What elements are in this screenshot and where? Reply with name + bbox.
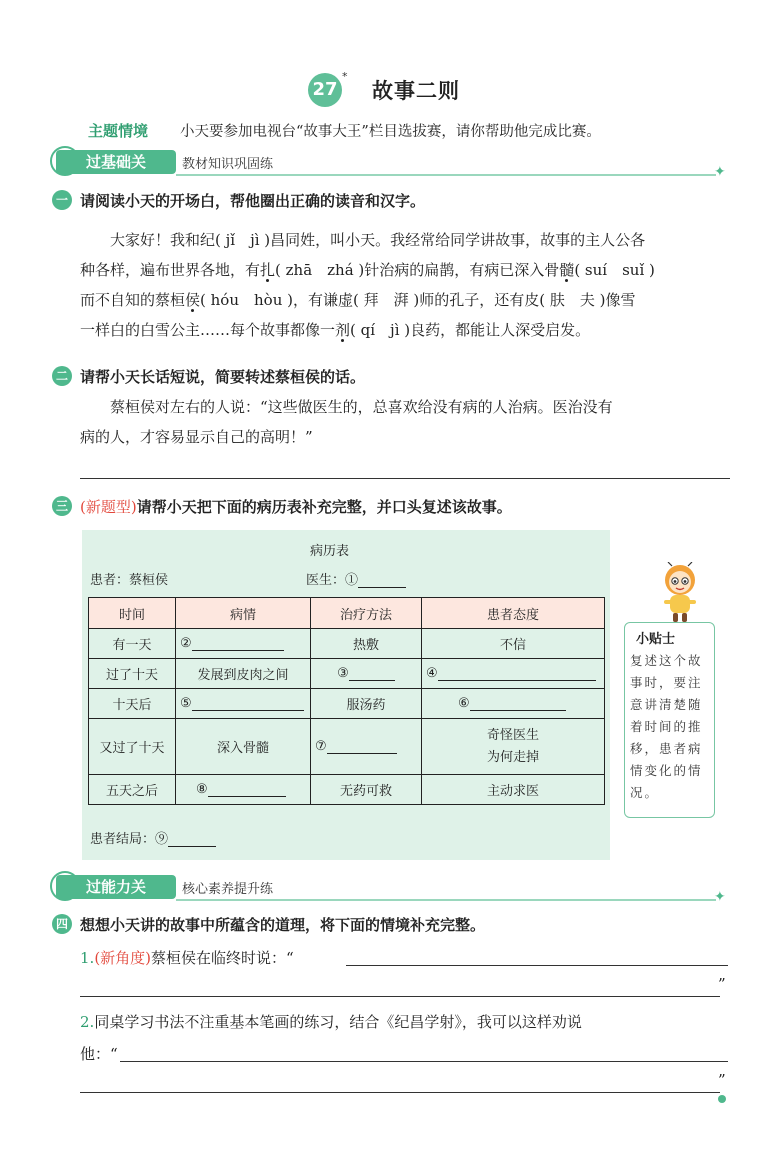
fill-blank-5[interactable]: ⑤ — [176, 689, 311, 719]
question-1-prompt: 请阅读小天的开场白，帮他圈出正确的读音和汉字。 — [80, 192, 426, 210]
column-header: 病情 — [176, 598, 311, 629]
table-header-row — [89, 598, 605, 629]
question-1-passage — [80, 225, 730, 345]
theme-text: 小天要参加电视台“故事大王”栏目选拔赛，请你帮助他完成比赛。 — [180, 124, 601, 140]
question-4-item-2: 2.同桌学习书法不注重基本笔画的练习，结合《纪昌学射》，我可以这样劝说 — [80, 1013, 582, 1031]
passage-line: 一样白的白雪公主……每个故事都像一剂( qí jì )良药，都能让人深受启发。 — [80, 321, 591, 339]
question-number-2: 二 — [52, 366, 72, 386]
passage-line: 而不自知的蔡桓侯( hóu hòu )，有谦虚( 拜 湃 )师的孔子，还有皮( 肤 夫 )像雪 — [80, 291, 636, 309]
passage-line: 病的人，才容易显示自己的高明！” — [80, 428, 313, 446]
section-subtitle: 核心素养提升练 — [182, 882, 274, 897]
medical-record-title: 病历表 — [310, 544, 350, 559]
section-bar-ability — [50, 875, 730, 905]
page-title: 故事二则 — [372, 79, 460, 103]
table-cell: 十天后 — [89, 689, 176, 719]
section-divider — [176, 174, 716, 176]
table-cell: 深入骨髓 — [176, 719, 311, 775]
table-row — [89, 689, 605, 719]
section-subtitle: 教材知识巩固练 — [182, 157, 274, 172]
fill-blank-8[interactable]: ⑧ — [176, 775, 311, 805]
table-cell: 发展到皮肉之间 — [176, 659, 311, 689]
dotted-char: 髓 — [559, 261, 575, 279]
end-dot — [718, 1095, 726, 1103]
tip-title: 小贴士 — [636, 632, 676, 647]
section-bar-basic — [50, 150, 730, 180]
star-icon: ✦ — [714, 164, 726, 180]
column-header: 治疗方法 — [311, 598, 422, 629]
column-header: 患者态度 — [422, 598, 605, 629]
section-tag: 过能力关 — [56, 875, 176, 899]
outcome-field[interactable]: 患者结局：⑨ — [90, 828, 216, 847]
table-cell: 无药可救 — [311, 775, 422, 805]
question-number-3: 三 — [52, 496, 72, 516]
question-number-1: 一 — [52, 190, 72, 210]
question-4-item-1: 1.(新角度)蔡桓侯在临终时说：“ — [80, 949, 294, 967]
dotted-char: 剂 — [335, 321, 351, 339]
answer-line[interactable] — [80, 996, 720, 997]
quote-close: ” — [718, 1071, 726, 1089]
quote-close: ” — [718, 975, 726, 993]
medical-record-table — [88, 597, 605, 805]
patient-label: 患者：蔡桓侯 — [90, 573, 169, 588]
dotted-char: 侯 — [185, 291, 201, 309]
lesson-mark: * — [342, 70, 348, 83]
answer-line[interactable] — [80, 1092, 720, 1093]
question-2-prompt: 请帮小天长话短说，简要转述蔡桓侯的话。 — [80, 368, 366, 386]
table-row — [89, 659, 605, 689]
tip-text: 复述这个故事时，要注意讲清楚随着时间的推移，患者病情变化的情况。 — [630, 653, 703, 800]
table-cell: 服汤药 — [311, 689, 422, 719]
theme-label: 主题情境 — [88, 122, 149, 140]
section-tag: 过基础关 — [56, 150, 176, 174]
question-4-item-2-cont: 他：“ — [80, 1045, 118, 1063]
fill-blank-3[interactable]: ③ — [311, 659, 422, 689]
table-cell: 又过了十天 — [89, 719, 176, 775]
question-3-prompt: (新题型)请帮小天把下面的病历表补充完整，并口头复述该故事。 — [80, 498, 512, 516]
question-number-4: 四 — [52, 914, 72, 934]
table-cell: 奇怪医生 为何走掉 — [422, 719, 605, 775]
table-cell: 过了十天 — [89, 659, 176, 689]
fill-blank-6[interactable]: ⑥ — [422, 689, 605, 719]
answer-line[interactable] — [120, 1061, 728, 1062]
section-divider — [176, 899, 716, 901]
lesson-number-badge: 27 — [308, 73, 342, 107]
table-cell: 热敷 — [311, 629, 422, 659]
table-row — [89, 629, 605, 659]
table-cell: 主动求医 — [422, 775, 605, 805]
table-cell: 不信 — [422, 629, 605, 659]
passage-line: 种各样，遍布世界各地，有扎( zhā zhá )针治病的扁鹊，有病已深入骨髓( suí suǐ ) — [80, 261, 655, 279]
dotted-char: 扎 — [260, 261, 276, 279]
fill-blank-4[interactable]: ④ — [422, 659, 605, 689]
new-type-tag: (新题型) — [80, 498, 137, 516]
table-cell: 五天之后 — [89, 775, 176, 805]
question-2-passage — [80, 392, 730, 452]
mascot-icon — [654, 562, 706, 626]
column-header: 时间 — [89, 598, 176, 629]
fill-blank-2[interactable]: ② — [176, 629, 311, 659]
table-cell: 有一天 — [89, 629, 176, 659]
doctor-field[interactable]: 医生：① — [306, 569, 406, 588]
table-row — [89, 775, 605, 805]
table-row — [89, 719, 605, 775]
passage-line: 蔡桓侯对左右的人说：“这些做医生的，总喜欢给没有病的人治病。医治没有 — [110, 398, 613, 416]
passage-line: 大家好！我和纪( jǐ jì )昌同姓，叫小天。我经常给同学讲故事，故事的主人公各 — [110, 231, 646, 249]
answer-line[interactable] — [80, 478, 730, 479]
new-angle-tag: (新角度) — [94, 949, 152, 967]
answer-line[interactable] — [346, 965, 728, 966]
question-4-prompt: 想想小天讲的故事中所蕴含的道理，将下面的情境补充完整。 — [80, 916, 486, 934]
fill-blank-7[interactable]: ⑦ — [311, 719, 422, 775]
star-icon: ✦ — [714, 889, 726, 905]
